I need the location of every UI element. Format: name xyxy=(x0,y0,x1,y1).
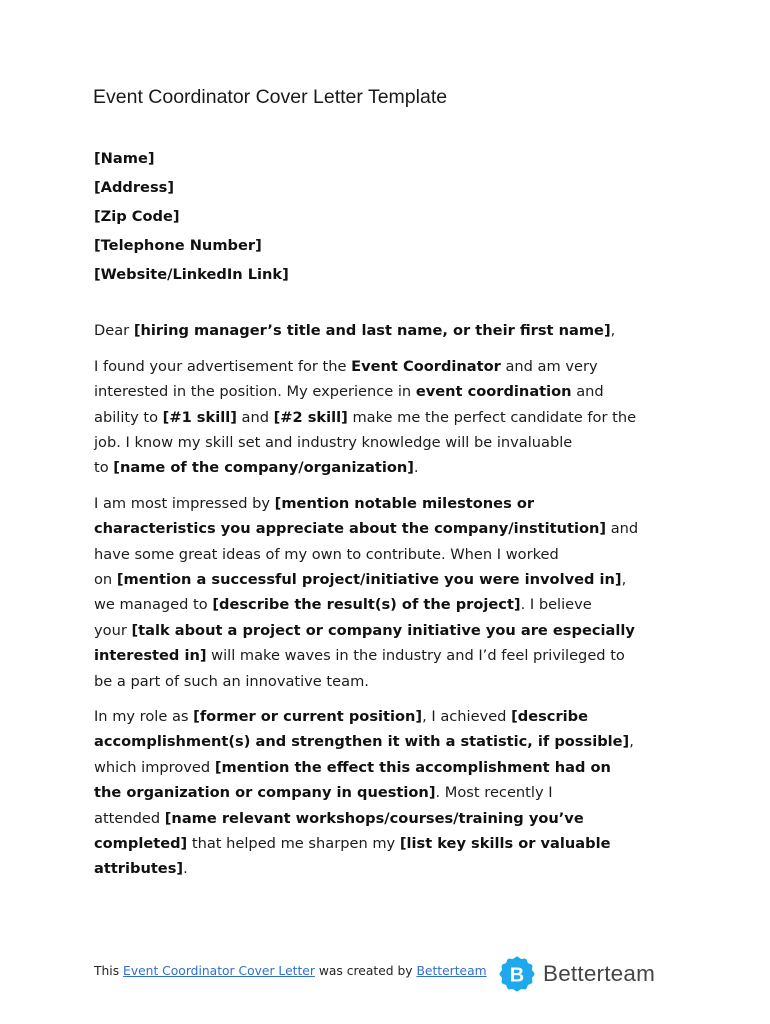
body-text: . xyxy=(413,459,419,477)
body-text: and am very xyxy=(500,357,598,375)
placeholder-text: [describe xyxy=(511,707,588,725)
placeholder-text: [#2 skill] xyxy=(273,408,348,426)
body-text: , xyxy=(610,322,616,339)
attribution-footer xyxy=(94,964,487,978)
body-text: . I believe xyxy=(520,596,592,614)
placeholder-text: characteristics you appreciate about the company/institution] xyxy=(94,520,607,538)
paragraph-line xyxy=(94,592,694,617)
address-street: [Address] xyxy=(94,179,174,196)
cover-letter-link[interactable]: Event Coordinator Cover Letter xyxy=(123,964,315,978)
body-text: be a part of such an innovative team. xyxy=(94,672,369,690)
address-telephone: [Telephone Number] xyxy=(94,237,262,254)
body-text: make me the perfect candidate for the xyxy=(347,408,637,426)
paragraph-line xyxy=(94,831,694,856)
placeholder-text: [mention a successful project/initiative you were involved in] xyxy=(116,570,622,588)
body-text: and xyxy=(571,383,604,401)
body-text: Dear xyxy=(94,322,134,339)
paragraph-line xyxy=(94,567,694,592)
body-text: your xyxy=(94,621,132,639)
body-text: attended xyxy=(94,809,165,827)
paragraph-line xyxy=(94,755,694,780)
paragraph-line xyxy=(94,455,694,480)
paragraph-line xyxy=(94,806,694,831)
paragraph-line xyxy=(94,643,694,668)
paragraph-line xyxy=(94,379,694,404)
body-text: . xyxy=(183,860,188,878)
body-text: job. I know my skill set and industry knowledge will be invaluable xyxy=(94,433,573,451)
placeholder-text: accomplishment(s) and strengthen it with a statistic, if possible] xyxy=(94,733,630,751)
body-text: I found your advertisement for the xyxy=(94,357,352,375)
paragraph-line xyxy=(94,516,694,541)
body-text: , I achieved xyxy=(422,707,512,725)
letter-body xyxy=(94,318,694,892)
body-text: In my role as xyxy=(94,707,194,725)
placeholder-text: [name relevant workshops/courses/training you’ve xyxy=(164,809,584,827)
letter-paragraph-2 xyxy=(94,491,694,694)
body-text: interested in the position. My experience in xyxy=(94,383,416,401)
placeholder-text: [mention notable milestones or xyxy=(274,494,535,512)
address-website: [Website/LinkedIn Link] xyxy=(94,266,289,283)
placeholder-text: [name of the company/organization] xyxy=(113,459,414,477)
body-text: I am most impressed by xyxy=(94,494,275,512)
paragraph-line xyxy=(94,856,694,881)
body-text: which improved xyxy=(94,758,215,776)
body-text: on xyxy=(94,570,117,588)
badge-letter: B xyxy=(509,964,525,987)
paragraph-line xyxy=(94,354,694,379)
betterteam-link[interactable]: Betterteam xyxy=(416,964,487,978)
body-text: and xyxy=(606,520,639,538)
placeholder-text: [mention the effect this accomplishment had on xyxy=(214,758,611,776)
placeholder-text: event coordination xyxy=(415,383,572,401)
placeholder-text: interested in] xyxy=(94,647,207,665)
paragraph-line xyxy=(94,542,694,567)
placeholder-text: [#1 skill] xyxy=(162,408,237,426)
body-text: to xyxy=(94,459,114,477)
betterteam-badge-icon xyxy=(499,956,535,992)
placeholder-text: attributes] xyxy=(94,860,184,878)
placeholder-text: [hiring manager’s title and last name, or their first name] xyxy=(133,322,611,339)
paragraph-line xyxy=(94,405,694,430)
footer-middle: was created by xyxy=(314,964,417,978)
letter-paragraphs xyxy=(94,354,694,882)
betterteam-logo[interactable] xyxy=(499,956,655,992)
placeholder-text: [former or current position] xyxy=(193,707,423,725)
betterteam-wordmark: Betterteam xyxy=(543,961,656,986)
body-text: , xyxy=(629,733,634,751)
placeholder-text: the organization or company in question] xyxy=(94,784,436,802)
paragraph-line xyxy=(94,729,694,754)
address-name: [Name] xyxy=(94,150,155,167)
placeholder-text: [describe the result(s) of the project] xyxy=(212,596,521,614)
placeholder-text: [talk about a project or company initiative you are especially xyxy=(131,621,635,639)
body-text: have some great ideas of my own to contribute. When I worked xyxy=(94,545,559,563)
placeholder-text: Event Coordinator xyxy=(351,357,501,375)
placeholder-text: completed] xyxy=(94,835,188,853)
paragraph-line xyxy=(94,491,694,516)
body-text: ability to xyxy=(94,408,163,426)
paragraph-line xyxy=(94,618,694,643)
body-text: , xyxy=(621,570,627,588)
letter-paragraph-3 xyxy=(94,704,694,882)
footer-prefix: This xyxy=(94,964,124,978)
paragraph-line xyxy=(94,704,694,729)
sender-address-block xyxy=(94,144,289,289)
body-text: we managed to xyxy=(94,596,213,614)
address-zip-code: [Zip Code] xyxy=(94,208,180,225)
placeholder-text: [list key skills or valuable xyxy=(399,835,611,853)
document-title: Event Coordinator Cover Letter Template xyxy=(93,86,448,108)
paragraph-line xyxy=(94,780,694,805)
paragraph-line xyxy=(94,430,694,455)
body-text: will make waves in the industry and I’d feel privileged to xyxy=(206,647,625,665)
letter-paragraph-1 xyxy=(94,354,694,481)
salutation xyxy=(94,318,694,343)
paragraph-line xyxy=(94,669,694,694)
body-text: and xyxy=(236,408,274,426)
body-text: that helped me sharpen my xyxy=(187,835,400,853)
body-text: . Most recently I xyxy=(435,784,553,802)
